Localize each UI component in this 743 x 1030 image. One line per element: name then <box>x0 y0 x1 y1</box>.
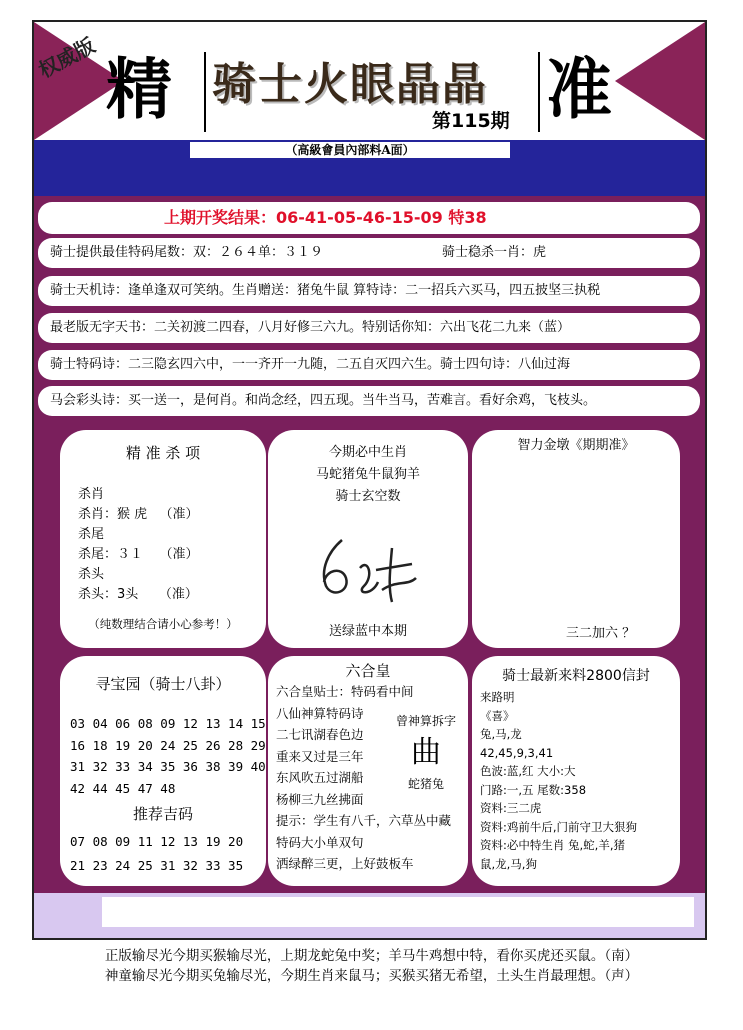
zi-title: 曾神算拆字 <box>395 714 456 728</box>
latest-line: 《喜》 <box>480 708 515 723</box>
latest-line: 色波:蓝,红 大小:大 <box>480 764 576 778</box>
zodiac-line: 马蛇猪兔牛鼠狗羊 <box>315 467 420 482</box>
panel-zodiac <box>268 430 468 648</box>
header-divider-left <box>204 52 206 132</box>
liuhe-line: 洒绿醉三更，上好鼓板车 <box>276 856 414 871</box>
latest-line: 鼠,龙,马,狗 <box>480 856 537 871</box>
panel-liuhe <box>268 656 468 886</box>
handwritten-mystery-number <box>312 530 422 606</box>
latest-line: 资料:鸡前牛后,门前守卫大狠狗 <box>480 819 638 834</box>
panel-kill-title: 精 准 杀 项 <box>125 444 201 462</box>
treasure-number-row: 16 18 19 20 24 25 26 28 29 <box>70 737 266 753</box>
last-draw-result: 上期开奖结果：06-41-05-46-15-09 特38 <box>38 202 700 234</box>
bottom-poem-1: 正版输尽光今期买猴输尽光，上期龙蛇兔中奖；羊马牛鸡想中特，看你买虎还买鼠。（南） <box>104 948 639 964</box>
right-triangle-decoration <box>615 22 705 140</box>
kill-one-zodiac: 骑士稳杀一肖：虎 <box>442 245 547 260</box>
poem-row-1: 骑士天机诗：逢单逢双可笑纳。生肖赠送：猪兔牛鼠 算特诗：二一招兵六买马，四五披坚三执税 <box>38 276 700 306</box>
panel-latest <box>472 656 680 886</box>
zodiac-line: 骑士玄空数 <box>335 489 401 504</box>
riddle-answer: 三二加六 ？ <box>566 626 636 641</box>
liuhe-line: 杨柳三九丝拂面 <box>276 791 364 807</box>
kill-line: 杀尾：３１ （准） <box>78 547 199 562</box>
panel-kill <box>60 430 266 648</box>
bottom-poem-2: 神童输尽光今期买兔输尽光，今期生肖来鼠马；买猴买猪无希望，土头生肖最理想。（声） <box>104 968 639 984</box>
panel-treasure <box>60 656 266 886</box>
kill-note: （纯数理结合请小心参考！） <box>88 617 238 631</box>
kill-line: 杀头：3头 （准） <box>78 587 198 602</box>
zi-char: 曲 <box>411 735 441 770</box>
latest-line: 资料:必中特生肖 兔,蛇,羊,猪 <box>480 838 625 852</box>
zi-answer: 蛇猪兔 <box>407 777 444 791</box>
latest-line: 资料:三二虎 <box>480 801 542 815</box>
treasure-title: 寻宝园（骑士八卦） <box>95 675 231 693</box>
latest-line: 兔,马,龙 <box>480 727 522 741</box>
treasure-number-row: 42 44 45 47 48 <box>70 780 176 796</box>
kill-line: 杀肖 <box>78 487 105 502</box>
liuhe-line: 东风吹五过湖船 <box>276 770 364 785</box>
subtitle: （高級會員內部料A面） <box>190 142 510 158</box>
latest-line: 门路:一,五 尾数:358 <box>480 782 587 797</box>
header-right-char: 准 <box>546 51 612 128</box>
tail-row <box>38 238 700 268</box>
riddle-title: 智力金墩《期期准》 <box>517 438 635 453</box>
header-left-char: 精 <box>106 51 172 128</box>
poem-row-4: 马会彩头诗：买一送一，是何肖。和尚念经，四五现。当牛当马，苦难言。看好余鸡，飞枝头。 <box>38 386 700 416</box>
kill-line: 杀尾 <box>78 527 105 542</box>
liuhe-line: 重来又过是三年 <box>276 748 364 764</box>
poem-row-2: 最老版无字天书：二关初渡二四春，八月好修三六九。特别话你知：六出飞花二九来（蓝） <box>38 313 700 343</box>
authority-stamp: 权威版 <box>34 33 99 83</box>
zi-box <box>386 712 466 792</box>
liuhe-title: 六合皇 <box>345 662 391 680</box>
tail-numbers: 骑士提供最佳特码尾数：双：２６４单：３１９ <box>50 245 324 260</box>
kill-line: 杀肖：猴 虎 （准） <box>78 507 199 522</box>
poem-row-3: 骑士特码诗：二三隐玄四六中，一一齐开一九随，二五自灭四六生。骑士四句诗：八仙过海 <box>38 350 700 380</box>
treasure-number-row: 03 04 06 08 09 12 13 14 15 <box>70 716 266 731</box>
zodiac-line: 今期必中生肖 <box>328 445 407 460</box>
liuhe-line: 六合皇贴士：特码看中间 <box>276 684 414 699</box>
latest-line: 来路明 <box>480 690 515 704</box>
kill-line: 杀头 <box>78 567 105 582</box>
liuhe-line: 八仙神算特码诗 <box>276 705 364 721</box>
header-divider-right <box>538 52 540 132</box>
footer-blank-box <box>102 897 694 927</box>
issue-number: 第115期 <box>432 110 510 132</box>
lucky-title: 推荐吉码 <box>132 805 193 823</box>
liuhe-line: 特码大小单双句 <box>276 834 364 850</box>
liuhe-line: 二七讯湖春色边 <box>276 727 364 742</box>
zodiac-footer: 送绿蓝中本期 <box>328 624 407 639</box>
latest-title: 骑士最新来料2800信封 <box>502 668 650 684</box>
header <box>34 22 705 140</box>
lucky-number-row: 07 08 09 11 12 13 19 20 <box>70 834 244 849</box>
page-title: 骑士火眼晶晶 <box>212 59 488 110</box>
lucky-number-row: 21 23 24 25 31 32 33 35 <box>70 858 244 873</box>
treasure-number-row: 31 32 33 34 35 36 38 39 40 <box>70 759 266 774</box>
liuhe-line: 提示：学生有八千，六草丛中藏 <box>276 813 452 828</box>
panel-riddle <box>472 430 680 648</box>
latest-line: 42,45,9,3,41 <box>480 745 554 760</box>
